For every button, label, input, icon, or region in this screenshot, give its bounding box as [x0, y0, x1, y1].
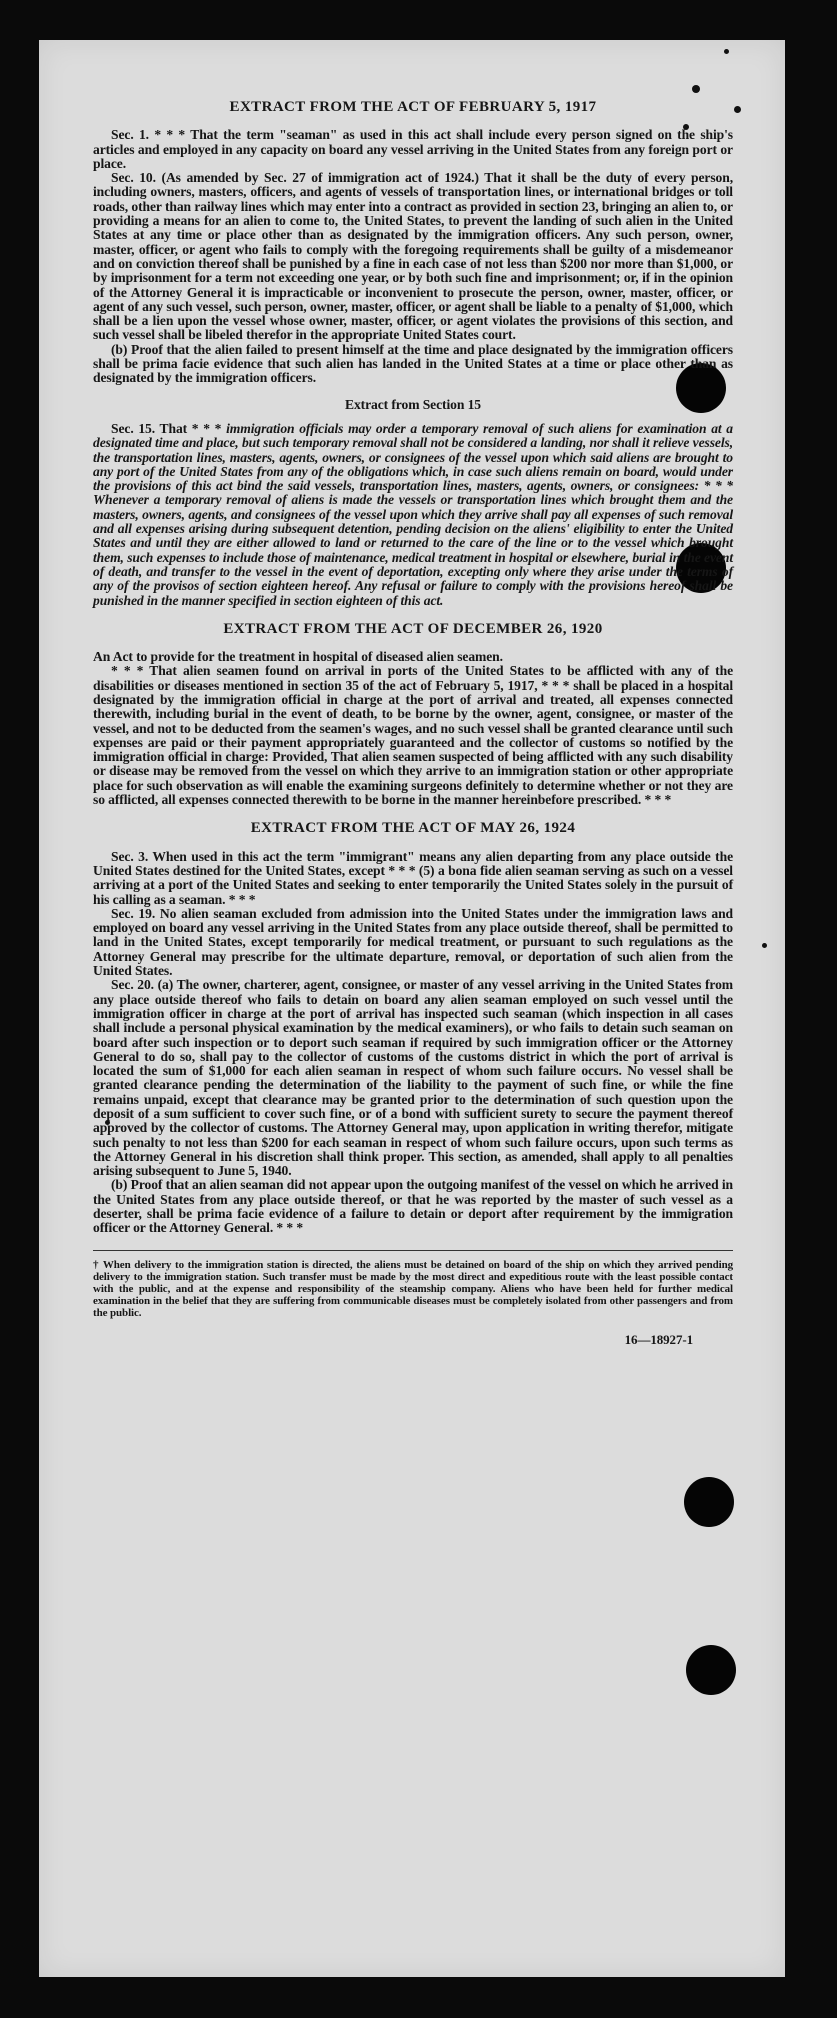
- heading-section-15: Extract from Section 15: [345, 396, 481, 412]
- section-10: Sec. 10. (As amended by Sec. 27 of immigration act of 1924.) That it shall be the duty of every person, including owners, masters, officers, and agents of vessels of transportation lines, or international bridges or toll roads, other than railway lines which may enter into a contract as provided in section 23, bringing an alien to, or providing a means for an alien to come to, the United States, to prevent the landing of such alien in the United States at any time or place other than as designated by the immigration officers. Any such person, owner, master, officer, or agent who fails to comply with the foregoing requirements shall be guilty of a misdemeanor and on conviction thereof shall be punished by a fine in each case of not less than $200 nor more than $1,000, or by imprisonment for a term not exceeding one year, or by both such fine and imprisonment; or, if in the opinion of the Attorney General it is impracticable or inconvenient to prosecute the person, owner, master, officer, or agent of any such vessel, such person, owner, master, officer, or agent shall be liable to a penalty of $1,000, which shall be a lien upon the vessel whose owner, master, officer, or agent violates the provisions of this section, and such vessel shall be libeled therefor in the appropriate United States court.: [93, 170, 733, 343]
- speck: [692, 85, 700, 93]
- speck: [762, 943, 767, 948]
- section-1: Sec. 1. * * * That the term "seaman" as used in this act shall include every person signed on the ship's articles and employed in any capacity on board any vessel arriving in the United States from any foreign port or place.: [93, 127, 733, 171]
- act-1920-title: An Act to provide for the treatment in hospital of diseased alien seamen.: [93, 649, 503, 665]
- section-3: Sec. 3. When used in this act the term "immigrant" means any alien departing from any place outside the United States destined for the United States, except * * * (5) a bona fide alien seaman serving as such on a vessel arriving at a port of the United States and seeking to enter temporarily the United States solely in the pursuit of his calling as a seaman. * * *: [93, 848, 733, 907]
- section-15: [93, 422, 733, 608]
- punch-hole-lower: [684, 1477, 734, 1527]
- section-15-lead: Sec. 15. That * * *: [111, 420, 227, 436]
- section-10-b: (b) Proof that the alien failed to present himself at the time and place designated by the immigration officers shall be prima facie evidence that such alien has landed in the United States at a time or place other than as designated by the immigration officers.: [93, 341, 733, 386]
- document-body: [93, 100, 733, 1347]
- section-20: Sec. 20. (a) The owner, charterer, agent, consignee, or master of any vessel arriving in the United States from any place outside thereof who fails to detain on board any alien seaman employed on such vessel until the immigration officer in charge at the port of arrival has inspected such seaman (which inspection in all cases shall include a personal physical examination by the medical examiners), or who fails to detain such seaman on board after such inspection or to deport such seaman if required by such immigration officer or the Attorney General to do so, shall pay to the collector of customs of the customs district in which the port of arrival is located the sum of $1,000 for each alien seaman in respect of whom such failure occurs. No vessel shall be granted clearance pending the determination of the liability to the payment of such fine, or while the fine remains unpaid, except that clearance may be granted prior to the determination of such question upon the deposit of a sum sufficient to cover such fine, or of a bond with sufficient surety to secure the payment thereof approved by the collector of customs. The Attorney General may, upon application in writing therefor, mitigate such penalty to not less than $200 for each seaman in respect of whom such failure occurs, upon such terms as the Attorney General in his discretion shall think proper. This section, as amended, shall apply to all penalties arising subsequent to June 5, 1940.: [93, 977, 733, 1179]
- speck: [734, 106, 741, 113]
- heading-act-1924: EXTRACT FROM THE ACT OF MAY 26, 1924: [250, 820, 576, 837]
- footnote: † When delivery to the immigration station is directed, the aliens must be detained on board of the ship on which they arrived pending delivery to the immigration station. Such transfer must be made by the most direct and expeditious route with the least possible contact with the public, and at the expense and responsibility of the steamship company. Aliens who have been held for further medical examination in the belief that they are suffering from communicable diseases must be completely isolated from other passengers and from the public.: [93, 1250, 733, 1319]
- heading-act-1920: EXTRACT FROM THE ACT OF DECEMBER 26, 1920: [223, 620, 603, 637]
- heading-act-1917: EXTRACT FROM THE ACT OF FEBRUARY 5, 1917: [229, 99, 597, 115]
- section-20-b: (b) Proof that an alien seaman did not appear upon the outgoing manifest of the vessel on which he arrived in the United States from any place outside thereof, or that he was reported by the master of such vessel as a deserter, shall be prima facie evidence of a failure to detain or deport after requirement by the immigration officer or the Attorney General. * * *: [93, 1177, 733, 1236]
- form-number: 16—18927-1: [624, 1331, 693, 1347]
- speck: [724, 49, 729, 54]
- act-1920-body: * * * That alien seamen found on arrival in ports of the United States to be afflicted with any of the disabilities or diseases mentioned in section 35 of the act of February 5, 1917, * * * shall be placed in a hospital designated by the immigration official in charge at the port of arrival and treated, all expenses connected therewith, including burial in the event of death, to be borne by the owner, agent, consignee, or master of the vessel, and not to be deducted from the seamen's wages, and no such vessel shall be granted clearance until such expenses are paid or their payment appropriately guaranteed and the collector of customs so notified by the immigration official in charge: Provided, That alien seamen suspected of being afflicted with any such disability or disease may be removed from the vessel on which they arrive to an immigration station or other appropriate place for such observation as will enable the examining surgeons definitely to determine whether or not they are so afflicted, all expenses connected therewith to be borne in the manner hereinbefore prescribed. * * *: [93, 663, 733, 808]
- section-19: Sec. 19. No alien seaman excluded from admission into the United States under the immigration laws and employed on board any vessel arriving in the United States from any place outside thereof, shall be permitted to land in the United States, except temporarily for medical treatment, or pursuant to such regulations as the Attorney General may prescribe for the ultimate departure, removal, or deportation of such alien from the United States.: [93, 905, 733, 979]
- punch-hole-bottom: [686, 1645, 736, 1695]
- section-15-body: immigration officials may order a temporary removal of such aliens for examination at a designated time and place, but such temporary removal shall not be considered a landing, nor shall it relieve vessels, the transportation lines, masters, agents, owners, or consignees of the vessel upon which said aliens are brought to any port of the United States from any of the obligations which, in case such aliens remain on board, would under the provisions of this act bind the said vessels, transportation lines, masters, agents, owners, or consignees: * * * Whenever a temporary removal of aliens is made the vessels or transportation lines which brought them and the masters, owners, agents, and consignees of the vessel upon which they arrive shall pay all expenses of such removal and all expenses arising during subsequent detention, pending decision on the aliens' eligibility to enter the United States and until they are either allowed to land or returned to the care of the line or to the vessel which brought them, such expenses to include those of maintenance, medical treatment in hospital or elsewhere, burial in the event of death, and transfer to the vessel in the event of deportation, excepting only where they arise under the terms of any of the provisos of section eighteen hereof. Any refusal or failure to comply with the provisions hereof shall be punished in the manner specified in section eighteen of this act.: [93, 420, 733, 608]
